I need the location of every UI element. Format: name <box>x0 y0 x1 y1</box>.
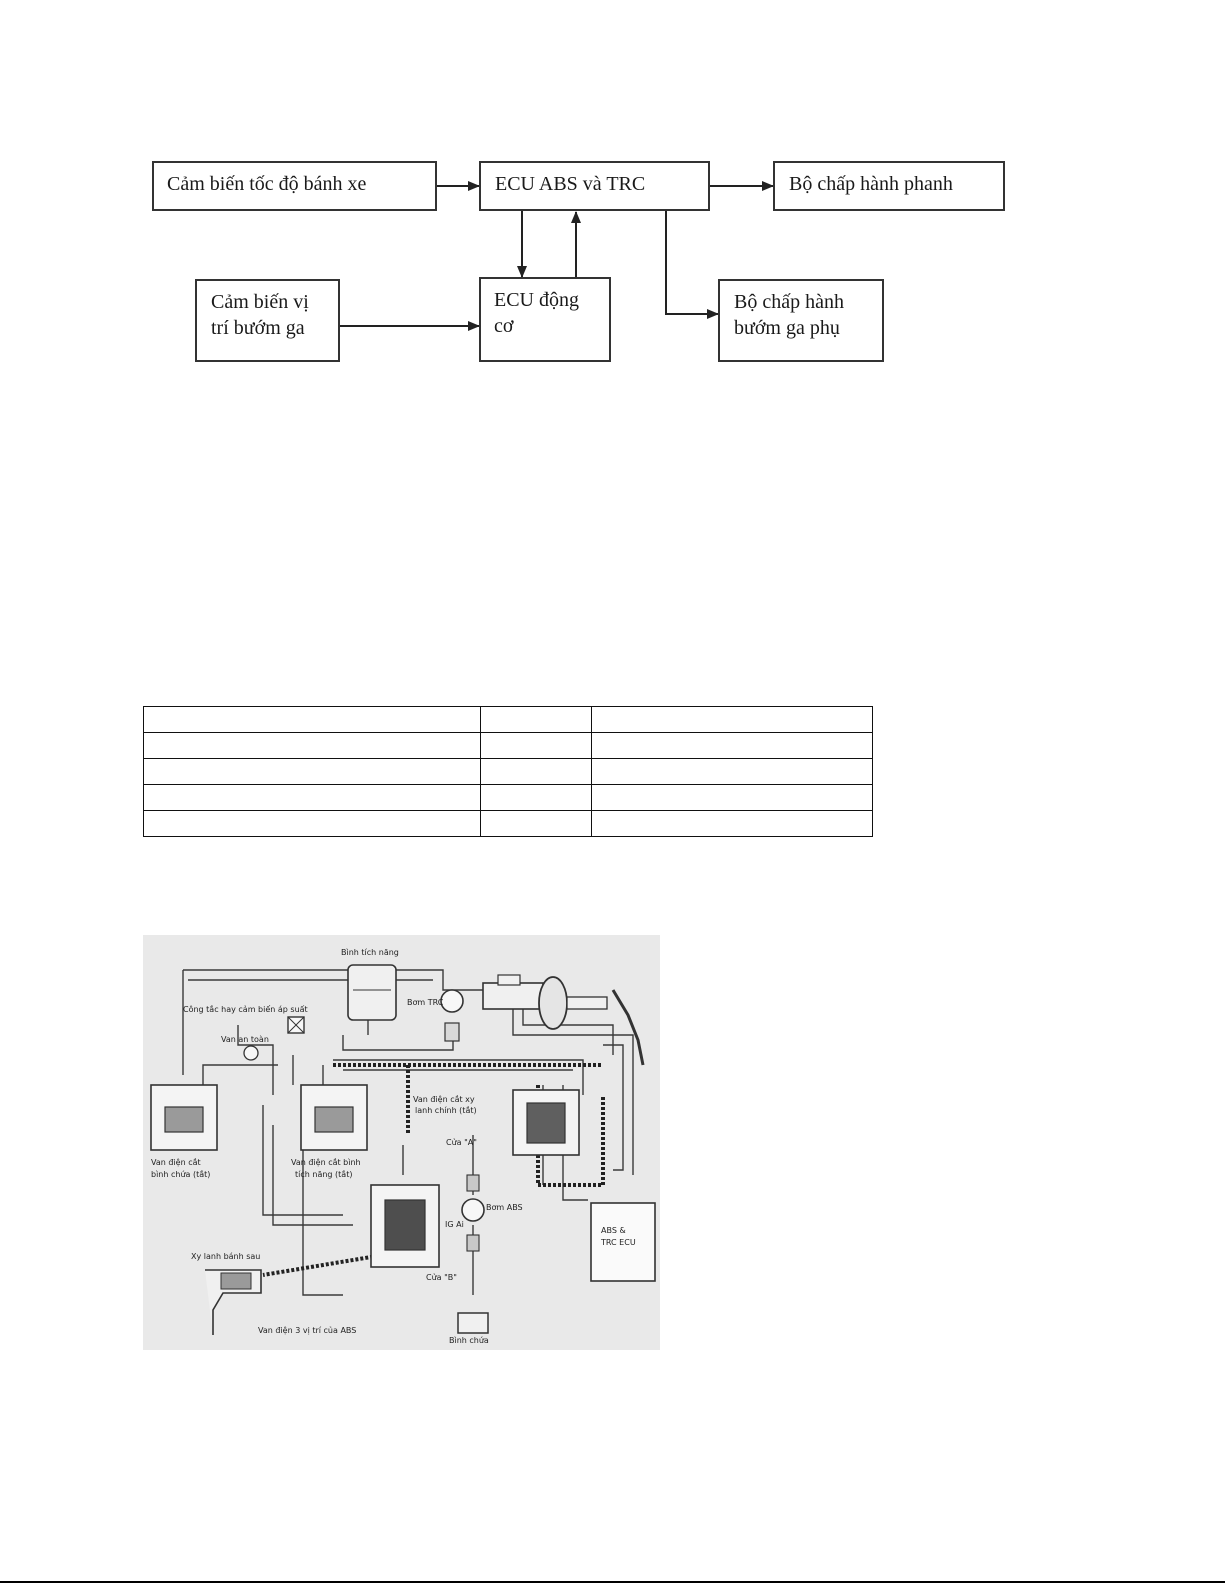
engine-ecu-box <box>479 277 611 362</box>
abs-pump-icon <box>462 1199 484 1221</box>
engine-ecu-line1: ECU động <box>494 289 579 311</box>
accumulator-icon <box>348 965 396 1020</box>
wheel-speed-sensor-box <box>152 161 437 211</box>
table-row <box>144 707 873 733</box>
empty-table <box>143 706 873 837</box>
table-row <box>144 785 873 811</box>
brake-booster-icon <box>539 977 567 1029</box>
brake-actuator-label: Bộ chấp hành phanh <box>789 173 953 195</box>
label-accumulator: Bình tích năng <box>341 948 399 957</box>
throttle-sensor-box <box>195 279 340 362</box>
label-accumulator-cut-2: tích năng (tắt) <box>295 1170 353 1179</box>
trc-pump-icon <box>441 990 463 1012</box>
trc-hydraulic-schematic <box>143 935 660 1350</box>
label-ig-ai: IG Ai <box>445 1220 464 1229</box>
label-reservoir-cut-2: bình chứa (tắt) <box>151 1170 211 1179</box>
arrow-ecu-to-subthrottle <box>666 211 718 314</box>
wheel-speed-sensor-label: Cảm biến tốc độ bánh xe <box>167 173 367 195</box>
safety-valve-icon <box>244 1046 258 1060</box>
engine-ecu-line2: cơ <box>494 315 514 337</box>
sub-throttle-line2: bướm ga phụ <box>734 317 840 339</box>
table-row <box>144 733 873 759</box>
label-ecu-1: ABS & <box>601 1226 626 1235</box>
table-row <box>144 811 873 837</box>
label-abs-3pos-valve: Van điện 3 vị trí của ABS <box>258 1326 357 1335</box>
brake-pedal-icon <box>613 990 643 1065</box>
label-accumulator-cut-1: Van điện cắt bình <box>291 1158 361 1167</box>
label-master-cut-2: lanh chính (tắt) <box>415 1106 477 1115</box>
reservoir-icon <box>458 1313 488 1333</box>
label-pressure-switch: Công tắc hay cảm biến áp suất <box>183 1005 308 1014</box>
label-ecu-2: TRC ECU <box>601 1238 636 1247</box>
table-row <box>144 759 873 785</box>
label-port-a: Cửa "A" <box>446 1138 477 1147</box>
page-bottom-rule <box>0 1581 1225 1583</box>
label-abs-pump: Bơm ABS <box>486 1203 523 1212</box>
sub-throttle-line1: Bộ chấp hành <box>734 291 844 313</box>
label-rear-wheel-cylinder: Xy lanh bánh sau <box>191 1252 261 1261</box>
label-reservoir: Bình chứa <box>449 1336 489 1345</box>
ecu-abs-trc-box <box>479 161 710 211</box>
sub-throttle-actuator-box <box>718 279 884 362</box>
label-reservoir-cut-1: Van điện cắt <box>151 1158 201 1167</box>
ecu-abs-trc-label: ECU ABS và TRC <box>495 173 646 195</box>
label-master-cut-1: Van điện cắt xy <box>413 1095 475 1104</box>
label-port-b: Cửa "B" <box>426 1273 457 1282</box>
master-cylinder-icon <box>483 983 543 1009</box>
label-safety-valve: Van an toàn <box>221 1035 269 1044</box>
throttle-sensor-line2: trí bướm ga <box>211 317 305 339</box>
throttle-sensor-line1: Cảm biến vị <box>211 291 309 313</box>
label-trc-pump: Bơm TRC <box>407 998 444 1007</box>
schematic-drawing <box>143 935 660 1350</box>
brake-actuator-box <box>773 161 1005 211</box>
